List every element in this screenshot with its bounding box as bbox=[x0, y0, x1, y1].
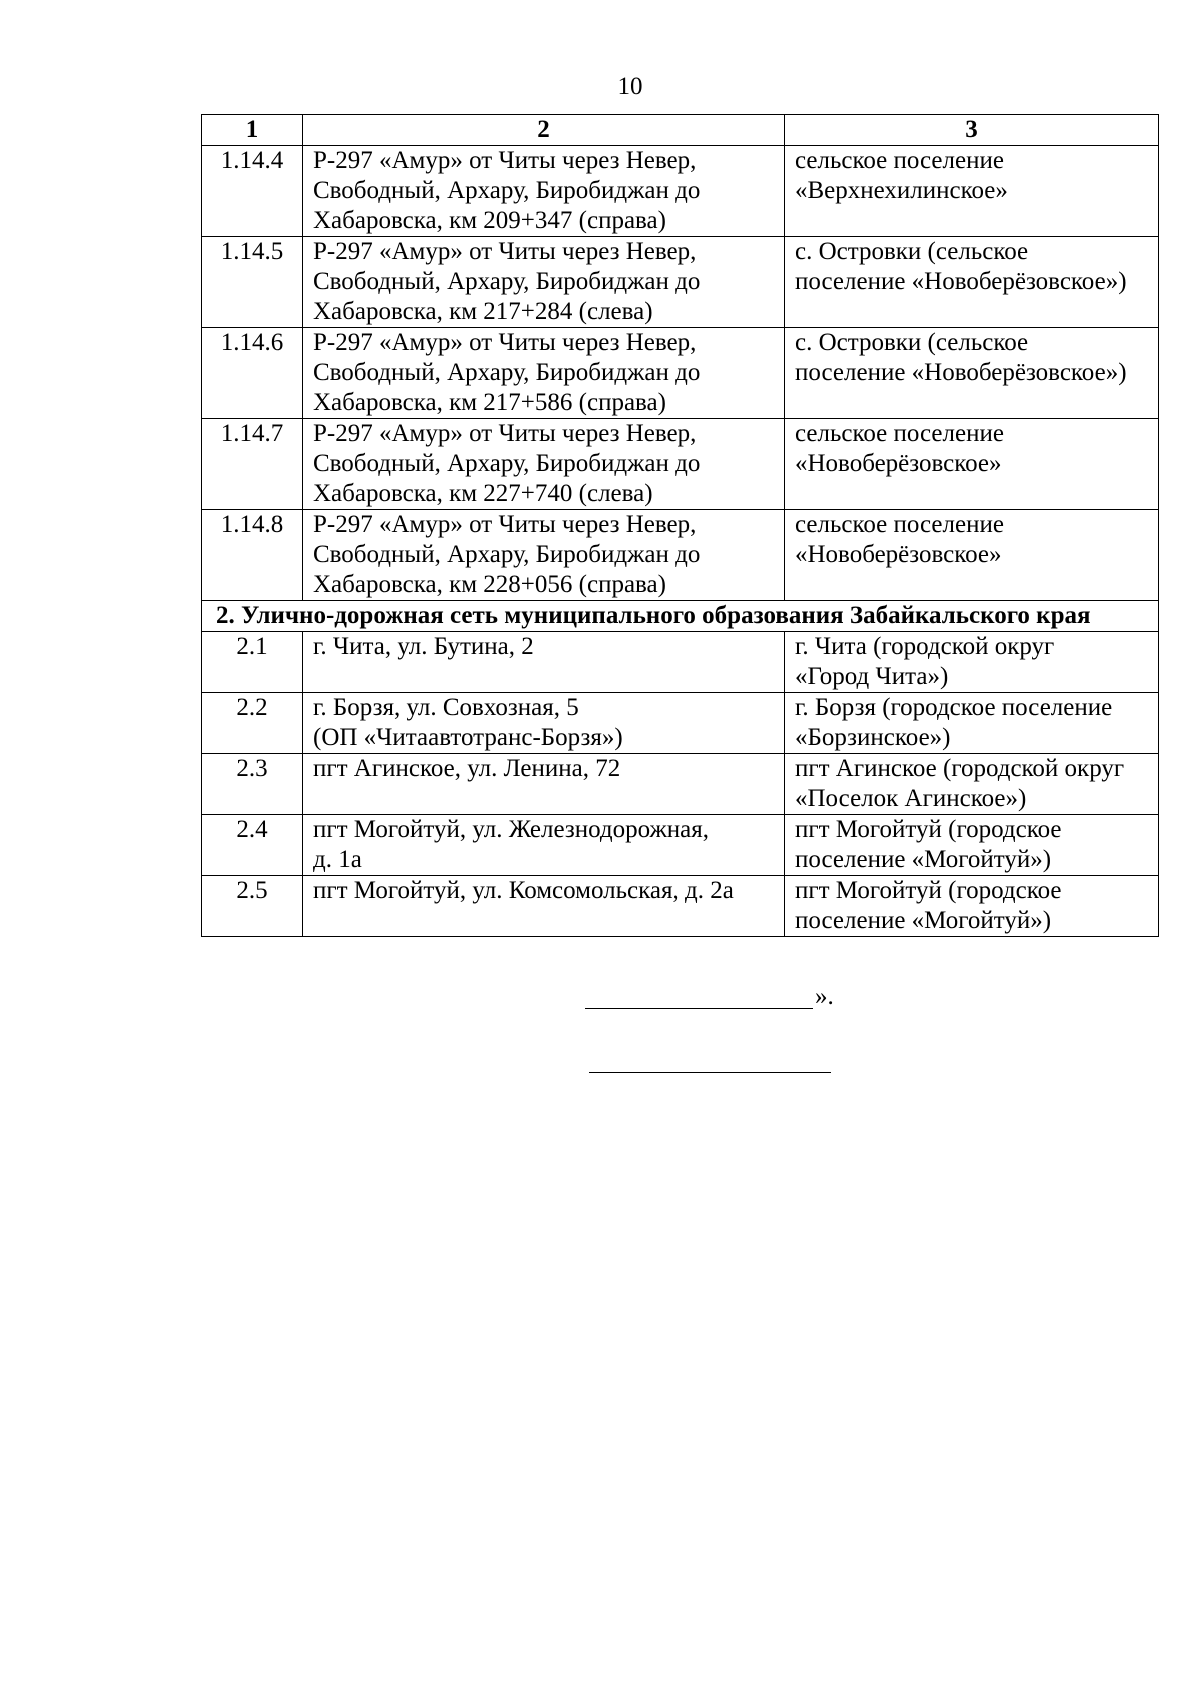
location-cell-line: Хабаровска, км 209+347 (справа) bbox=[313, 207, 666, 234]
settlement-cell-line: г. Чита (городской округ bbox=[795, 633, 1055, 660]
table-row bbox=[202, 876, 1159, 937]
table-row bbox=[202, 328, 1159, 419]
row-number: 1.14.4 bbox=[202, 146, 303, 237]
closing-line bbox=[585, 982, 834, 1012]
location-cell-line: пгт Могойтуй, ул. Железнодорожная, bbox=[313, 816, 710, 843]
location-cell-line: (ОП «Читаавтотранс-Борзя») bbox=[313, 724, 623, 751]
row-number: 2.3 bbox=[202, 754, 303, 815]
location-cell-line: г. Борзя, ул. Совхозная, 5 bbox=[313, 694, 579, 721]
settlement-cell-line: пгт Агинское (городской округ bbox=[795, 755, 1125, 782]
header-col-1: 1 bbox=[202, 115, 303, 146]
location-cell-line: г. Чита, ул. Бутина, 2 bbox=[313, 633, 534, 660]
location-cell bbox=[303, 693, 785, 754]
location-cell-line: Свободный, Архару, Биробиджан до bbox=[313, 359, 701, 386]
settlement-cell-line: «Борзинское») bbox=[795, 724, 951, 751]
settlement-cell-line: поселение «Новоберёзовское») bbox=[795, 268, 1127, 295]
settlement-cell bbox=[785, 693, 1159, 754]
settlement-cell-line: «Город Чита») bbox=[795, 663, 949, 690]
table-row bbox=[202, 815, 1159, 876]
location-cell bbox=[303, 876, 785, 937]
header-col-3: 3 bbox=[785, 115, 1159, 146]
location-cell-line: Р-297 «Амур» от Читы через Невер, bbox=[313, 420, 697, 447]
settlement-cell-line: сельское поселение bbox=[795, 511, 1004, 538]
table-row bbox=[202, 237, 1159, 328]
settlement-cell bbox=[785, 815, 1159, 876]
location-cell-line: Хабаровска, км 217+284 (слева) bbox=[313, 298, 653, 325]
row-number: 2.5 bbox=[202, 876, 303, 937]
location-cell-line: Хабаровска, км 228+056 (справа) bbox=[313, 571, 666, 598]
location-cell-line: Свободный, Архару, Биробиджан до bbox=[313, 177, 701, 204]
closing-quote-mark: ». bbox=[815, 983, 834, 1010]
table-row bbox=[202, 419, 1159, 510]
settlement-cell-line: пгт Могойтуй (городское bbox=[795, 816, 1062, 843]
row-number: 2.2 bbox=[202, 693, 303, 754]
location-cell-line: пгт Могойтуй, ул. Комсомольская, д. 2а bbox=[313, 877, 734, 904]
section-heading: 2. Улично-дорожная сеть муниципального образования Забайкальского края bbox=[202, 601, 1159, 632]
table-header-row bbox=[202, 115, 1159, 146]
row-number: 1.14.8 bbox=[202, 510, 303, 601]
table-row bbox=[202, 510, 1159, 601]
location-cell-line: д. 1а bbox=[313, 846, 362, 873]
location-cell-line: Хабаровска, км 227+740 (слева) bbox=[313, 480, 653, 507]
road-sections-table bbox=[201, 114, 1159, 937]
location-cell-line: Свободный, Архару, Биробиджан до bbox=[313, 450, 701, 477]
location-cell-line: Р-297 «Амур» от Читы через Невер, bbox=[313, 329, 697, 356]
table-row bbox=[202, 146, 1159, 237]
location-cell-line: Р-297 «Амур» от Читы через Невер, bbox=[313, 511, 697, 538]
settlement-cell-line: пгт Могойтуй (городское bbox=[795, 877, 1062, 904]
settlement-cell bbox=[785, 419, 1159, 510]
table-row bbox=[202, 632, 1159, 693]
location-cell-line: Свободный, Архару, Биробиджан до bbox=[313, 268, 701, 295]
settlement-cell-line: поселение «Новоберёзовское») bbox=[795, 359, 1127, 386]
location-cell bbox=[303, 237, 785, 328]
table-row bbox=[202, 693, 1159, 754]
settlement-cell-line: с. Островки (сельское bbox=[795, 238, 1029, 265]
location-cell-line: пгт Агинское, ул. Ленина, 72 bbox=[313, 755, 621, 782]
settlement-cell-line: поселение «Могойтуй») bbox=[795, 907, 1052, 934]
settlement-cell bbox=[785, 754, 1159, 815]
location-cell bbox=[303, 419, 785, 510]
settlement-cell-line: «Верхнехилинское» bbox=[795, 177, 1008, 204]
header-col-2: 2 bbox=[303, 115, 785, 146]
section-heading-row bbox=[202, 601, 1159, 632]
settlement-cell-line: г. Борзя (городское поселение bbox=[795, 694, 1113, 721]
location-cell bbox=[303, 328, 785, 419]
row-number: 2.4 bbox=[202, 815, 303, 876]
table-row bbox=[202, 754, 1159, 815]
location-cell-line: Свободный, Архару, Биробиджан до bbox=[313, 541, 701, 568]
location-cell-line: Р-297 «Амур» от Читы через Невер, bbox=[313, 238, 697, 265]
location-cell bbox=[303, 510, 785, 601]
settlement-cell-line: «Поселок Агинское») bbox=[795, 785, 1027, 812]
settlement-cell bbox=[785, 237, 1159, 328]
settlement-cell bbox=[785, 328, 1159, 419]
row-number: 1.14.7 bbox=[202, 419, 303, 510]
settlement-cell-line: «Новоберёзовское» bbox=[795, 450, 1002, 477]
location-cell bbox=[303, 754, 785, 815]
row-number: 2.1 bbox=[202, 632, 303, 693]
location-cell bbox=[303, 815, 785, 876]
settlement-cell bbox=[785, 146, 1159, 237]
page-number: 10 bbox=[617, 73, 643, 100]
location-cell bbox=[303, 632, 785, 693]
settlement-cell bbox=[785, 510, 1159, 601]
row-number: 1.14.6 bbox=[202, 328, 303, 419]
settlement-cell bbox=[785, 632, 1159, 693]
row-number: 1.14.5 bbox=[202, 237, 303, 328]
settlement-cell-line: сельское поселение bbox=[795, 147, 1004, 174]
settlement-cell-line: с. Островки (сельское bbox=[795, 329, 1029, 356]
settlement-cell-line: «Новоберёзовское» bbox=[795, 541, 1002, 568]
settlement-cell bbox=[785, 876, 1159, 937]
closing-underline bbox=[585, 1008, 813, 1009]
location-cell-line: Хабаровска, км 217+586 (справа) bbox=[313, 389, 666, 416]
document-end-rule bbox=[589, 1072, 831, 1073]
location-cell bbox=[303, 146, 785, 237]
settlement-cell-line: сельское поселение bbox=[795, 420, 1004, 447]
settlement-cell-line: поселение «Могойтуй») bbox=[795, 846, 1052, 873]
location-cell-line: Р-297 «Амур» от Читы через Невер, bbox=[313, 147, 697, 174]
